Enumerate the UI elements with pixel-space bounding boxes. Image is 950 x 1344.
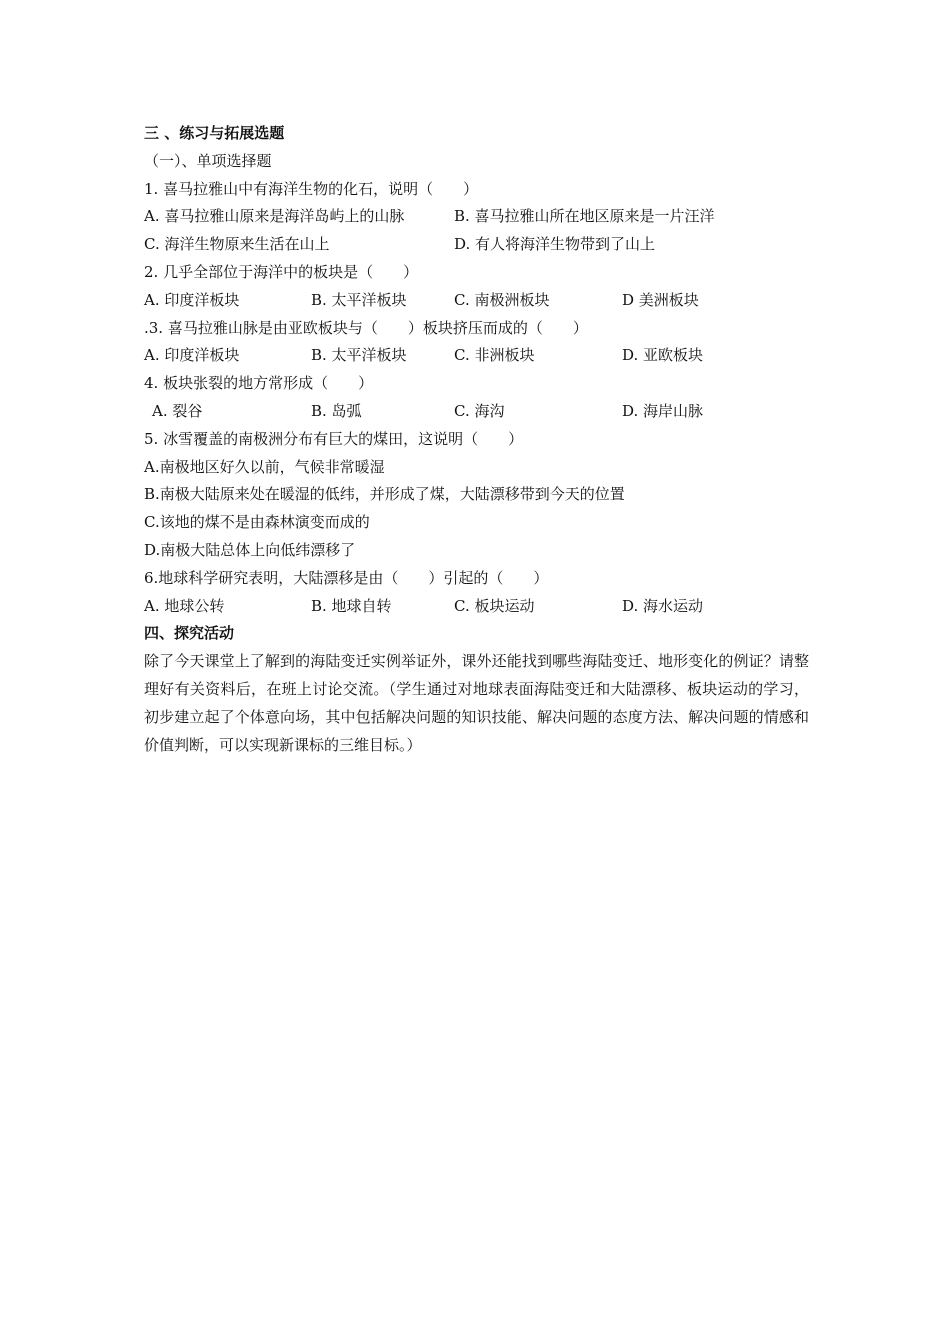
question-2-option-a: A. 印度洋板块 xyxy=(144,290,240,309)
question-4-options xyxy=(144,398,809,426)
question-3-option-b: B. 太平洋板块 xyxy=(311,346,407,365)
question-1-stem: 1. 喜马拉雅山中有海洋生物的化石，说明（ ） xyxy=(144,179,479,198)
question-4-option-c: C. 海沟 xyxy=(454,401,505,420)
question-6-option-c: C. 板块运动 xyxy=(454,596,535,615)
question-6-option-b: B. 地球自转 xyxy=(311,596,392,615)
question-2-option-d: D 美洲板块 xyxy=(622,290,699,309)
question-3-stem: .3. 喜马拉雅山脉是由亚欧板块与（ ）板块挤压而成的（ ） xyxy=(144,318,588,337)
question-5-option-c: C.该地的煤不是由森林演变而成的 xyxy=(144,513,370,532)
document-page xyxy=(144,120,809,759)
question-1-option-d: D. 有人将海洋生物带到了山上 xyxy=(454,235,656,254)
question-3-option-c: C. 非洲板块 xyxy=(454,346,535,365)
question-1-options-row-2 xyxy=(144,231,809,259)
section-3-subtitle: （一）、单项选择题 xyxy=(144,151,272,170)
section-3-title: 三 、练习与拓展选题 xyxy=(144,124,285,142)
question-6-option-d: D. 海水运动 xyxy=(622,596,704,615)
question-3-option-d: D. 亚欧板块 xyxy=(622,346,704,365)
question-1-option-b: B. 喜马拉雅山所在地区原来是一片汪洋 xyxy=(454,207,715,226)
section-4-body: 除了今天课堂上了解到的海陆变迁实例举证外，课外还能找到哪些海陆变迁、地形变化的例证？请整理好有关资料后，在班上讨论交流。（学生通过对地球表面海陆变迁和大陆漂移、板块运动的学习，初步建立起了个体意向场，其中包括解决问题的知识技能、解决问题的态度方法、解决问题的情感和价值判断，可以实现新课标的三维目标。） xyxy=(144,652,809,754)
question-5-option-d: D.南极大陆总体上向低纬漂移了 xyxy=(144,540,356,559)
question-1-option-a: A. 喜马拉雅山原来是海洋岛屿上的山脉 xyxy=(144,207,405,226)
question-2-option-c: C. 南极洲板块 xyxy=(454,290,550,309)
question-1-option-c: C. 海洋生物原来生活在山上 xyxy=(144,235,330,254)
question-2-options xyxy=(144,287,809,315)
question-3-option-a: A. 印度洋板块 xyxy=(144,346,240,365)
question-5-option-b: B.南极大陆原来处在暖湿的低纬，并形成了煤，大陆漂移带到今天的位置 xyxy=(144,485,625,504)
question-6-stem: 6.地球科学研究表明，大陆漂移是由（ ）引起的（ ） xyxy=(144,568,549,587)
question-4-option-b: B. 岛弧 xyxy=(311,401,362,420)
question-6-options xyxy=(144,593,809,621)
question-3-options xyxy=(144,342,809,370)
question-2-option-b: B. 太平洋板块 xyxy=(311,290,407,309)
question-4-stem: 4. 板块张裂的地方常形成（ ） xyxy=(144,374,374,393)
question-4-option-d: D. 海岸山脉 xyxy=(622,401,704,420)
question-6-option-a: A. 地球公转 xyxy=(144,596,225,615)
question-5-stem: 5. 冰雪覆盖的南极洲分布有巨大的煤田，这说明（ ） xyxy=(144,429,524,448)
question-1-options-row-1 xyxy=(144,203,809,231)
section-4-title: 四、探究活动 xyxy=(144,624,235,643)
question-2-stem: 2. 几乎全部位于海洋中的板块是（ ） xyxy=(144,262,419,281)
question-5-option-a: A.南极地区好久以前，气候非常暖湿 xyxy=(144,457,385,476)
question-4-option-a: A. 裂谷 xyxy=(152,401,203,420)
